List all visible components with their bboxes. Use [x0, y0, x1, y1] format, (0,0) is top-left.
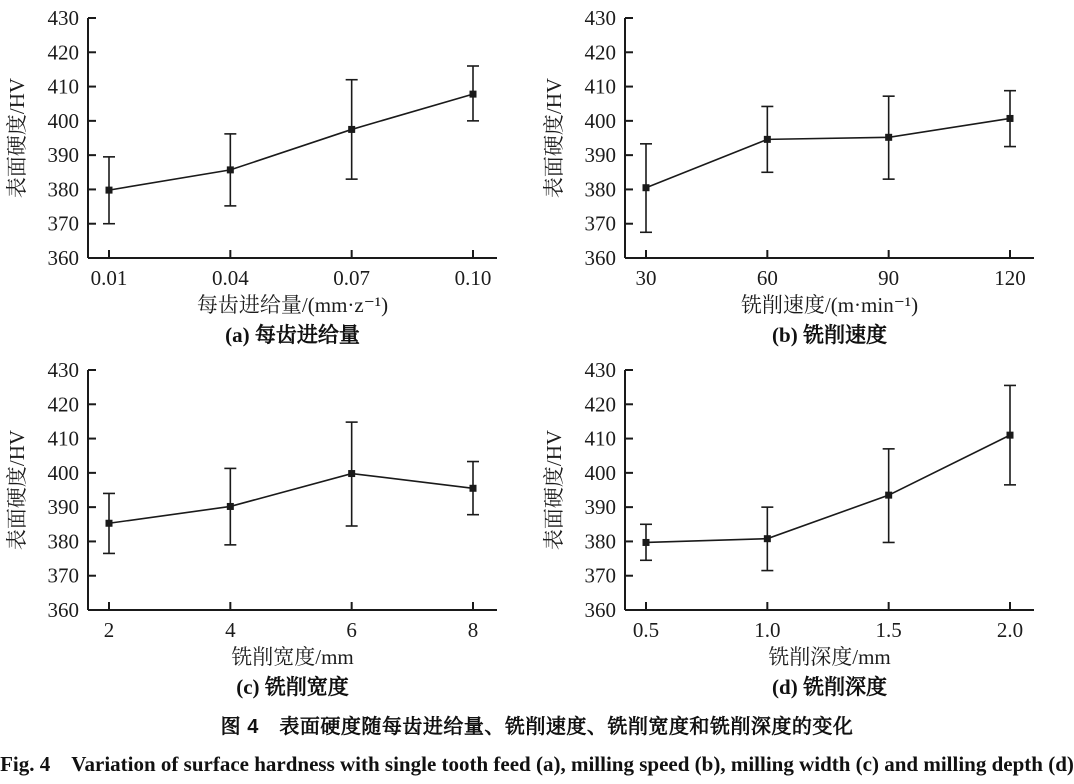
y-tick-label: 360	[47, 598, 79, 622]
x-tick-label: 120	[994, 266, 1026, 290]
y-tick-label: 370	[584, 211, 616, 236]
x-tick-label: 0.01	[90, 266, 128, 290]
y-tick-label: 430	[584, 358, 616, 382]
subplot-title: (d) 铣削深度	[772, 675, 887, 699]
x-tick-label: 4	[225, 618, 236, 642]
data-point-marker	[227, 166, 234, 173]
data-point-marker	[764, 136, 771, 143]
subplot-c-milling-width	[0, 352, 537, 704]
y-axis-title: 表面硬度/HV	[5, 77, 29, 199]
subplot-b-milling-speed	[537, 0, 1074, 352]
x-tick-label: 8	[467, 618, 479, 642]
data-point-marker	[470, 91, 477, 98]
subplot-title: (a) 每齿进给量	[225, 323, 360, 347]
y-tick-label: 400	[584, 460, 616, 485]
data-point-marker	[348, 470, 355, 477]
x-tick-label: 2	[103, 618, 115, 642]
chart-d-canvas	[537, 352, 1074, 704]
y-tick-label: 360	[47, 246, 79, 270]
y-tick-label: 420	[47, 392, 79, 417]
y-tick-label: 410	[47, 426, 79, 451]
data-point-marker	[643, 184, 650, 191]
x-tick-label: 0.5	[632, 618, 660, 642]
chart-b-canvas	[537, 0, 1074, 352]
x-axis-title: 每齿进给量/(mm·z⁻¹)	[196, 293, 389, 317]
y-tick-label: 360	[584, 598, 616, 622]
x-axis-title: 铣削深度/mm	[768, 645, 891, 669]
y-tick-label: 420	[47, 40, 79, 65]
y-tick-label: 410	[584, 426, 616, 451]
figure-caption-chinese: 图 4 表面硬度随每齿进给量、铣削速度、铣削宽度和铣削深度的变化	[220, 716, 854, 738]
x-axis-title: 铣削宽度/mm	[231, 645, 354, 669]
y-tick-label: 390	[584, 495, 616, 520]
x-tick-label: 1.0	[754, 618, 781, 642]
subplot-title: (c) 铣削宽度	[236, 675, 349, 699]
subplot-d-milling-depth	[537, 352, 1074, 704]
y-tick-label: 380	[47, 177, 79, 202]
x-axis-title: 铣削速度/(m·min⁻¹)	[740, 293, 919, 317]
y-tick-label: 370	[584, 563, 616, 588]
data-line	[109, 474, 473, 524]
data-point-marker	[643, 539, 650, 546]
y-tick-label: 410	[47, 74, 79, 99]
y-tick-label: 390	[47, 143, 79, 168]
y-tick-label: 400	[47, 108, 79, 133]
data-line	[646, 118, 1010, 187]
x-tick-label: 0.10	[454, 266, 492, 290]
y-tick-label: 420	[584, 392, 616, 417]
data-point-marker	[106, 520, 113, 527]
data-point-marker	[1007, 115, 1014, 122]
data-line	[646, 435, 1010, 542]
y-tick-label: 380	[47, 529, 79, 554]
subplot-a-feed-per-tooth	[0, 0, 537, 352]
x-tick-label: 1.5	[875, 618, 902, 642]
y-tick-label: 400	[47, 460, 79, 485]
data-point-marker	[885, 492, 892, 499]
y-axis-title: 表面硬度/HV	[542, 429, 566, 551]
y-tick-label: 380	[584, 177, 616, 202]
y-tick-label: 420	[584, 40, 616, 65]
subplot-title: (b) 铣削速度	[772, 323, 887, 347]
data-point-marker	[106, 187, 113, 194]
y-axis-title: 表面硬度/HV	[542, 77, 566, 199]
y-tick-label: 410	[584, 74, 616, 99]
x-tick-label: 6	[346, 618, 357, 642]
x-tick-label: 0.04	[211, 266, 249, 290]
y-tick-label: 370	[47, 563, 79, 588]
y-tick-label: 390	[584, 143, 616, 168]
y-tick-label: 400	[584, 108, 616, 133]
data-line	[109, 94, 473, 190]
y-axis-title: 表面硬度/HV	[5, 429, 29, 551]
figure-caption-english: Fig. 4 Variation of surface hardness with single tooth feed (a), milling speed (b), milling width (c) and milling depth (d)	[0, 752, 1074, 776]
x-tick-label: 60	[756, 266, 778, 290]
y-tick-label: 430	[47, 358, 79, 382]
x-tick-label: 2.0	[996, 618, 1024, 642]
y-tick-label: 380	[584, 529, 616, 554]
x-tick-label: 90	[878, 266, 900, 290]
data-point-marker	[470, 485, 477, 492]
y-tick-label: 360	[584, 246, 616, 270]
y-tick-label: 430	[47, 6, 79, 30]
chart-c-canvas	[0, 352, 537, 704]
x-tick-label: 30	[635, 266, 657, 290]
data-point-marker	[764, 535, 771, 542]
data-point-marker	[348, 126, 355, 133]
data-point-marker	[227, 503, 234, 510]
chart-a-canvas	[0, 0, 537, 352]
data-point-marker	[1007, 432, 1014, 439]
data-point-marker	[885, 134, 892, 141]
y-tick-label: 390	[47, 495, 79, 520]
x-tick-label: 0.07	[333, 266, 371, 290]
y-tick-label: 430	[584, 6, 616, 30]
y-tick-label: 370	[47, 211, 79, 236]
